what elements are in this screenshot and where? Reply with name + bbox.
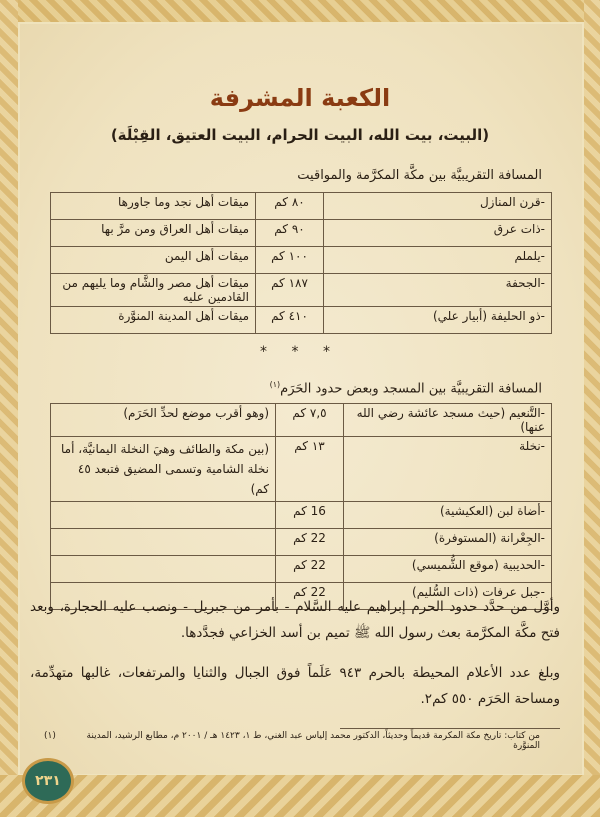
- distance-cell: 22 كم: [276, 529, 344, 556]
- table-row: [51, 247, 552, 274]
- table2-caption-text: المسافة التقريبيَّة بين المسجد وبعض حدود الحَرَم: [280, 381, 542, 397]
- note-cell: [51, 529, 276, 556]
- note-cell: ميقات أهل اليمن: [51, 247, 256, 274]
- distance-cell: ٩٠ كم: [256, 220, 324, 247]
- note-cell: ميقات أهل نجد وما جاورها: [51, 193, 256, 220]
- place-cell: -ذات عرق: [324, 220, 552, 247]
- note-cell: [51, 556, 276, 583]
- distance-cell: ١٣ كم: [276, 437, 344, 502]
- table2-caption: [270, 380, 542, 396]
- footnote-text: من كتاب: تاريخ مكة المكرمة قديماً وحديثاً، الدكتور محمد إلياس عبد الغني، ط ١، ١٤٢٣ هـ / ٢٠٠١ م، مطابع الرشيد، المدينة المنوَّرة: [86, 731, 540, 751]
- table-row: [51, 502, 552, 529]
- table-row: [51, 437, 552, 502]
- table-row: [51, 404, 552, 437]
- table-row: [51, 307, 552, 334]
- distance-cell: ٧,٥ كم: [276, 404, 344, 437]
- footnote-number: (١): [44, 731, 56, 741]
- section-divider: * * *: [260, 344, 340, 360]
- place-cell: -جبل عرفات (ذات السُّليم): [344, 583, 552, 610]
- note-cell: ميقات أهل مصر والشَّام وما يليهم من القادمين عليه: [51, 274, 256, 307]
- place-cell: -التَّنعيم (حيث مسجد عائشة رضي الله عنها): [344, 404, 552, 437]
- page-number-badge: ٢٣١: [22, 758, 74, 804]
- body-paragraph-1: وأوَّل من حدَّد حدود الحرم إبراهيم عليه السَّلام - بأمر من جبريل - ونصب عليه الحجارة، وبعد فتح مكَّة المكرَّمة بعث رسول الله ﷺ تميم بن أسد الخزاعي فجدَّدها.: [30, 599, 560, 641]
- table-row: [51, 220, 552, 247]
- note-cell: (وهو أقرب موضع لحدِّ الحَرَم): [51, 404, 276, 437]
- place-cell: -نخلة: [344, 437, 552, 502]
- note-cell: ميقات أهل المدينة المنوَّرة: [51, 307, 256, 334]
- decorative-border-top: [0, 0, 600, 22]
- decorative-border-left: [0, 0, 18, 817]
- miqat-distance-table: [50, 192, 552, 334]
- distance-cell: 16 كم: [276, 502, 344, 529]
- note-cell: [51, 502, 276, 529]
- place-cell: -يلملم: [324, 247, 552, 274]
- place-cell: -الجحفة: [324, 274, 552, 307]
- note-cell: (بين مكة والطائف وهيَ النخلة اليمانيَّة، أما نخلة الشامية وتسمى المضيق فتبعد ٤٥ كم): [51, 437, 276, 502]
- table1-caption: المسافة التقريبيَّة بين مكَّة المكرَّمة والمواقيت: [297, 168, 542, 183]
- decorative-border-bottom: [0, 775, 600, 817]
- body-paragraph-2: وبلغ عدد الأعلام المحيطة بالحرم ٩٤٣ عَلَماً فوق الجبال والثنايا والمرتفعات، غالبها متهدِّمة، ومساحة الحَرَم ٥٥٠ كم٢.: [30, 665, 561, 707]
- place-cell: -الحديبية (موقع الشُّميسي): [344, 556, 552, 583]
- page-subtitle: (البيت، بيت الله، البيت الحرام، البيت العتيق، القِبْلَة): [110, 126, 490, 144]
- haram-boundary-table: [50, 403, 552, 610]
- place-cell: -ذو الحليفة (أبيار علي): [324, 307, 552, 334]
- page-title: الكعبة المشرفة: [209, 84, 391, 112]
- place-cell: -قرن المنازل: [324, 193, 552, 220]
- place-cell: -أضاة لبن (العكيشية): [344, 502, 552, 529]
- table-row: [51, 556, 552, 583]
- place-cell: -الجِعْرانة (المستوفرة): [344, 529, 552, 556]
- distance-cell: ٨٠ كم: [256, 193, 324, 220]
- footnote-ref: (١): [269, 380, 281, 389]
- table-row: [51, 529, 552, 556]
- distance-cell: ١٨٧ كم: [256, 274, 324, 307]
- table-row: [51, 274, 552, 307]
- distance-cell: ٤١٠ كم: [256, 307, 324, 334]
- distance-cell: 22 كم: [276, 556, 344, 583]
- distance-cell: 22 كم: [276, 583, 344, 610]
- distance-cell: ١٠٠ كم: [256, 247, 324, 274]
- decorative-border-right: [584, 0, 600, 817]
- note-cell: ميقات أهل العراق ومن مرَّ بها: [51, 220, 256, 247]
- table-row: [51, 193, 552, 220]
